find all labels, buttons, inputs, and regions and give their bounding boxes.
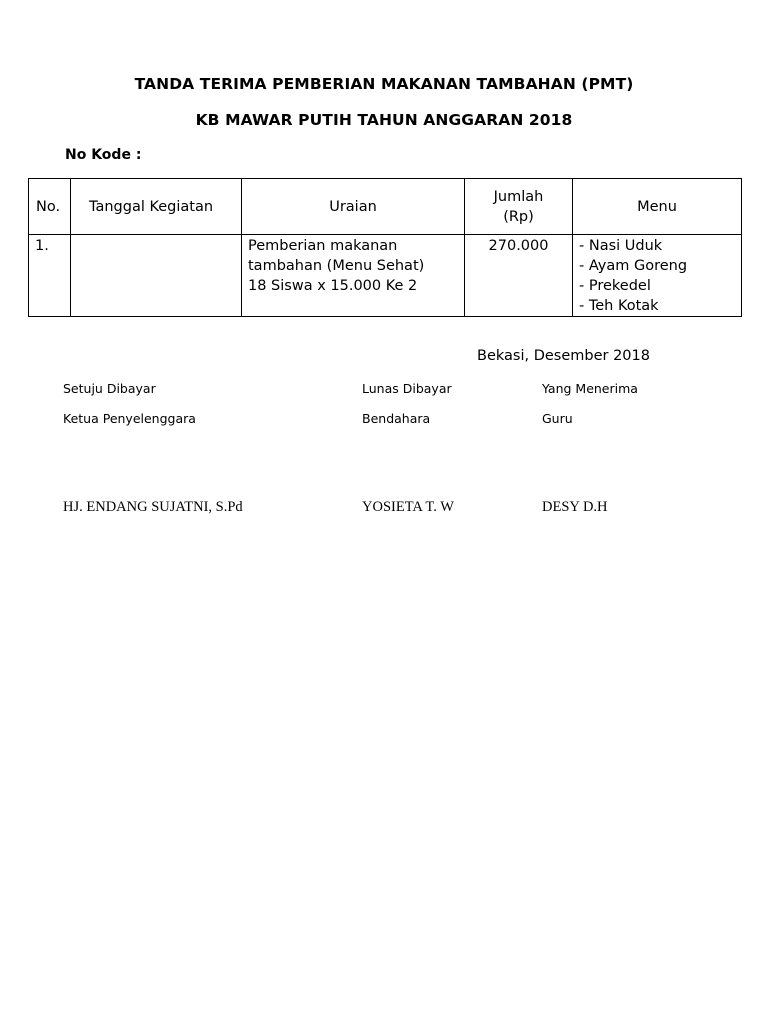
- signature-name-guru: DESY D.H: [542, 499, 608, 515]
- menu-item: - Nasi Uduk: [579, 238, 663, 254]
- column-header-tanggal: Tanggal Kegiatan: [71, 179, 242, 235]
- uraian-line: 18 Siswa x 15.000 Ke 2: [248, 278, 418, 294]
- column-header-menu: Menu: [573, 179, 742, 235]
- cell-no: 1.: [29, 235, 71, 317]
- menu-item: - Prekedel: [579, 278, 651, 294]
- cell-menu: [573, 235, 742, 317]
- menu-item: - Ayam Goreng: [579, 258, 688, 274]
- signature-caption-setuju: Setuju Dibayar: [63, 381, 156, 396]
- signature-caption-lunas: Lunas Dibayar: [362, 381, 452, 396]
- column-header-jumlah-line1: Jumlah: [493, 188, 544, 205]
- cell-jumlah: 270.000: [465, 235, 573, 317]
- signature-role-bendahara: Bendahara: [362, 411, 431, 426]
- receipt-table: [28, 178, 742, 317]
- column-header-jumlah-line2: (Rp): [503, 208, 534, 225]
- cell-tanggal: [71, 235, 242, 317]
- column-header-uraian: Uraian: [242, 179, 465, 235]
- signature-caption-menerima: Yang Menerima: [542, 381, 638, 396]
- signature-role-guru: Guru: [542, 411, 573, 426]
- signature-role-ketua: Ketua Penyelenggara: [63, 411, 196, 426]
- signature-name-ketua: HJ. ENDANG SUJATNI, S.Pd: [63, 499, 243, 515]
- uraian-line: tambahan (Menu Sehat): [248, 258, 425, 274]
- document-subtitle: KB MAWAR PUTIH TAHUN ANGGARAN 2018: [195, 111, 573, 129]
- uraian-line: Pemberian makanan: [248, 238, 398, 254]
- table-header-row: [29, 179, 742, 235]
- no-kode-label: No Kode :: [65, 147, 142, 163]
- cell-uraian: [242, 235, 465, 317]
- place-date: Bekasi, Desember 2018: [477, 348, 650, 364]
- column-header-no: No.: [29, 179, 71, 235]
- table-row: [29, 235, 742, 317]
- column-header-jumlah: [465, 179, 573, 235]
- menu-list: [579, 236, 735, 316]
- menu-item: - Teh Kotak: [579, 298, 659, 314]
- document-title: TANDA TERIMA PEMBERIAN MAKANAN TAMBAHAN (PMT): [134, 75, 634, 93]
- signature-name-bendahara: YOSIETA T. W: [362, 499, 454, 515]
